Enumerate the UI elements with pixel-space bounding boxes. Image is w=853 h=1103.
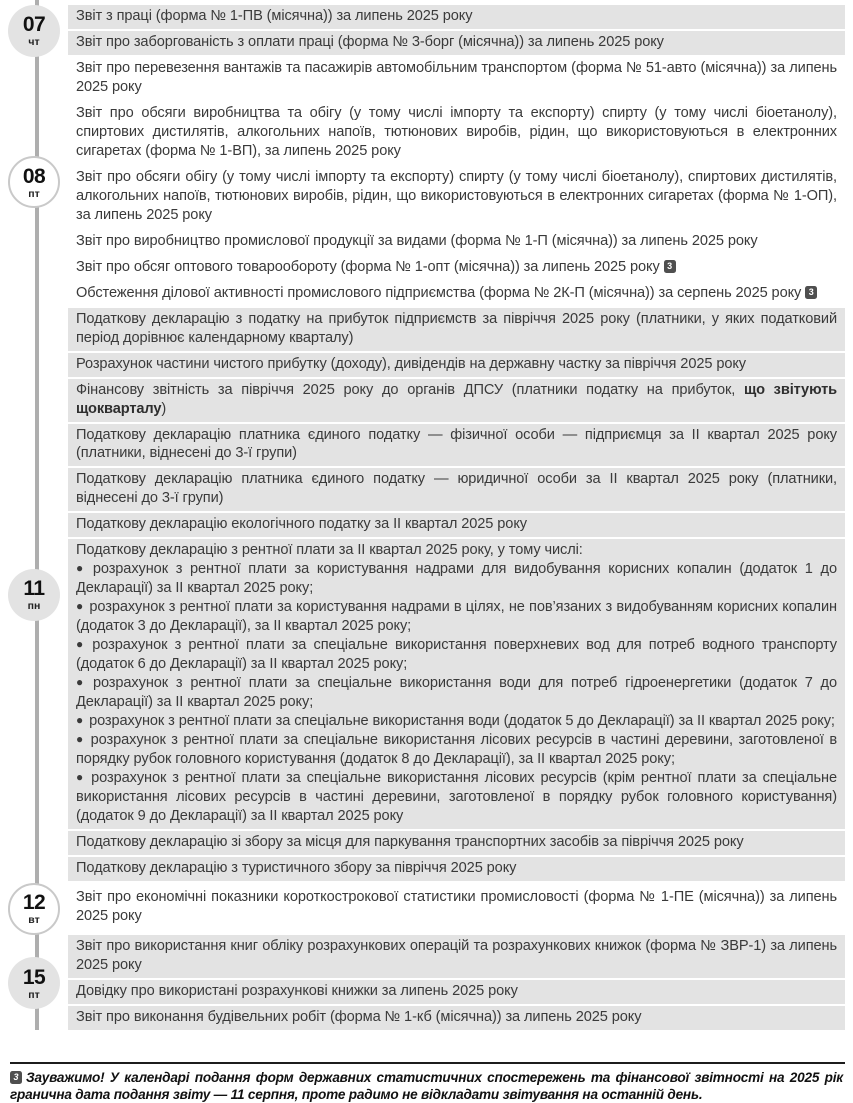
day-badge: [8, 883, 60, 935]
report-item-text: Довідку про використані розрахункові книжки за липень 2025 року: [76, 982, 518, 999]
report-item: [68, 857, 845, 881]
day-rail: [0, 957, 68, 1009]
bullet-dot-icon: ●: [76, 713, 90, 728]
weekday-label: чт: [28, 36, 40, 49]
bullet-item: [76, 769, 837, 826]
day-rows: [68, 886, 845, 931]
day-group-12: [0, 883, 845, 935]
report-item: [68, 886, 845, 929]
report-item-text: Звіт про обсяги виробництва та обігу (у тому числі імпорту та експорту) спирту (у тому числі біоетанолу), спиртових дистилятів, алкогольних напоїв, тютюнових виробів, рідин, що використовуються в електронних сигаретах (форма № 1-ВП), за липень 2025 року: [76, 104, 837, 159]
report-item-text: Звіт про економічні показники короткострокової статистики промисловості (форма № 1-ПЕ (місячна)) за липень 2025 року: [76, 889, 837, 925]
footnote-3-icon: 3: [10, 1071, 22, 1084]
report-item: [68, 282, 845, 306]
footnote-3-icon: 3: [805, 286, 817, 299]
day-rows: [68, 308, 845, 883]
report-item: [68, 102, 845, 164]
bullet-text: розрахунок з рентної плати за спеціальне використання лісових ресурсів (крім рентної плати за спеціальне використання лісових ресурсів в частині деревини, заготовленої в порядку рубок головного користування) (додаток 9 до Декларації) за ІІ квартал 2025 року: [76, 769, 837, 824]
day-group-07: [0, 5, 845, 57]
bullet-item: [76, 598, 837, 636]
report-item: [68, 166, 845, 228]
day-number: 07: [22, 13, 46, 37]
report-item: [68, 831, 845, 855]
bullet-dot-icon: ●: [76, 561, 93, 576]
report-item: [68, 57, 845, 100]
bullet-item: [76, 731, 837, 769]
report-item: [68, 308, 845, 351]
day-rows: [68, 935, 845, 1032]
weekday-label: вт: [28, 914, 40, 927]
day-rail: [0, 569, 68, 621]
report-item: [68, 31, 845, 55]
bullet-item: [76, 674, 837, 712]
report-item-text: Податкову декларацію з туристичного збору за півріччя 2025 року: [76, 859, 517, 876]
footnote-text: [0, 1067, 853, 1103]
report-item: [68, 424, 845, 467]
footnote-3-icon: 3: [664, 260, 676, 273]
day-badge: [8, 5, 60, 57]
report-item: [68, 230, 845, 254]
report-item: [68, 256, 845, 280]
day-rail: [0, 156, 68, 208]
report-item-text: Податкову декларацію з рентної плати за ІІ квартал 2025 року, у тому числі:: [76, 542, 583, 559]
report-item-text: Звіт про перевезення вантажів та пасажирів автомобільним транспортом (форма № 51-авто (місячна)) за липень 2025 року: [76, 60, 837, 95]
day-rail: [0, 883, 68, 935]
report-item-text: Звіт про використання книг обліку розрахункових операцій та розрахункових книжок (форма № ЗВР-1) за липень 2025 року: [76, 937, 837, 973]
day-group-11: [0, 308, 845, 883]
report-item-bold-text: що звітують щокварталу: [76, 381, 837, 417]
report-item: [68, 353, 845, 377]
report-item-text: Звіт про заборгованість з оплати праці (форма № 3-борг (місячна)) за липень 2025 року: [76, 34, 664, 50]
report-item: [68, 5, 845, 29]
report-item: [68, 935, 845, 978]
bullet-item: [76, 560, 837, 598]
report-item-text: Податкову декларацію з податку на прибуток підприємств за півріччя 2025 року (платники, у яких податковий період дорівнює календарному кварталу): [76, 310, 837, 346]
bullet-text: розрахунок з рентної плати за користування надрами в цілях, не пов’язаних з видобуванням корисних копалин (додаток 3 до Декларації), за ІІ квартал 2025 року;: [76, 599, 837, 635]
footnote-divider: [10, 1062, 845, 1064]
bullet-dot-icon: ●: [76, 769, 92, 784]
report-item-text: Звіт з праці (форма № 1-ПВ (місячна)) за липень 2025 року: [76, 8, 473, 25]
bullet-text: розрахунок з рентної плати за спеціальне використання лісових ресурсів в частині деревини, заготовленої в порядку рубок головного користування (додаток 8 до Декларації), за ІІ квартал 2025 року;: [76, 732, 837, 767]
bullet-item: [76, 636, 837, 674]
report-item-text: Податкову декларацію екологічного податку за ІІ квартал 2025 року: [76, 516, 527, 533]
report-item-text: Податкову декларацію платника єдиного податку — юридичної особи за ІІ квартал 2025 року (платники, віднесені до 3-ї групи): [76, 471, 837, 507]
report-item: [68, 468, 845, 511]
report-item-text: Звіт про обсяги обігу (у тому числі імпорту та експорту) спирту (у тому числі біоетанолу), спиртових дистилятів, алкогольних напоїв, тютюнових виробів, рідин, що використовуються в електронних сигаретах (форма № 1-ОП), за липень 2025 року: [76, 168, 837, 223]
report-item-text: Обстеження ділової активності промислового підприємства (форма № 2К-П (місячна)) за серпень 2025 року: [76, 284, 802, 301]
bullet-text: розрахунок з рентної плати за спеціальне використання води (додаток 5 до Декларації) за ІІ квартал 2025 року;: [89, 713, 835, 730]
day-number: 12: [22, 891, 46, 915]
bullet-text: розрахунок з рентної плати за користування надрами для видобування корисних копалин (додаток 1 до Декларації) за ІІ квартал 2025 року;: [76, 561, 837, 597]
report-item-text: Звіт про виробництво промислової продукції за видами (форма № 1-П (місячна)) за липень 2025 року: [76, 232, 758, 249]
day-rows: [68, 57, 845, 308]
report-item-text: Податкову декларацію зі збору за місця для паркування транспортних засобів за півріччя 2025 року: [76, 833, 744, 850]
bullet-text: розрахунок з рентної плати за спеціальне використання води для потреб гідроенергетики (додаток 7 до Декларації) за ІІ квартал 2025 року;: [76, 675, 837, 711]
bullet-item: [76, 712, 837, 731]
report-item-text: Податкову декларацію платника єдиного податку — фізичної особи — підприємця за ІІ квартал 2025 року (платники, віднесені до 3-ї групи): [76, 426, 837, 462]
bullet-dot-icon: ●: [76, 637, 93, 652]
report-item: [68, 1006, 845, 1030]
day-badge: [8, 569, 60, 621]
bullet-dot-icon: ●: [76, 732, 91, 747]
day-number: 11: [23, 577, 45, 601]
weekday-label: пт: [28, 988, 40, 1001]
report-item: [68, 379, 845, 422]
report-item: [68, 980, 845, 1004]
bullet-text: розрахунок з рентної плати за спеціальне використання поверхневих вод для потреб водного транспорту (додаток 6 до Декларації) за ІІ квартал 2025 року;: [76, 637, 837, 673]
report-item-text: Звіт про обсяг оптового товарообороту (форма № 1-опт (місячна)) за липень 2025 року: [76, 258, 660, 275]
day-number: 08: [22, 164, 46, 188]
report-item-plain-text: ): [161, 400, 167, 417]
report-item-text: [76, 382, 837, 417]
day-rows: [68, 5, 845, 57]
footnote-block: [0, 1062, 853, 1103]
bullet-dot-icon: ●: [76, 599, 90, 614]
weekday-label: пт: [28, 187, 40, 200]
report-item: [68, 513, 845, 537]
day-group-15: [0, 935, 845, 1032]
day-number: 15: [22, 965, 46, 989]
day-badge: [8, 156, 60, 208]
day-badge: [8, 957, 60, 1009]
report-item: [68, 539, 845, 829]
weekday-label: пн: [27, 600, 41, 613]
day-rail: [0, 5, 68, 57]
footnote-message: Зауважимо! У календарі подання форм державних статистичних спостережень та фінансової звітності на 2025 рік гранична дата подання звіту — 11 серпня, проте радимо не відкладати звітування на останній день.: [10, 1069, 843, 1103]
day-group-08: [0, 57, 845, 308]
report-item-text: Звіт про виконання будівельних робіт (форма № 1-кб (місячна)) за липень 2025 року: [76, 1008, 642, 1025]
report-item-plain-text: Фінансову звітність за півріччя 2025 року до органів ДПСУ (платники податку на прибуток,: [76, 381, 745, 398]
report-item-text: Розрахунок частини чистого прибутку (доходу), дивідендів на державну частку за півріччя 2025 року: [76, 355, 747, 372]
bullet-dot-icon: ●: [76, 675, 93, 690]
